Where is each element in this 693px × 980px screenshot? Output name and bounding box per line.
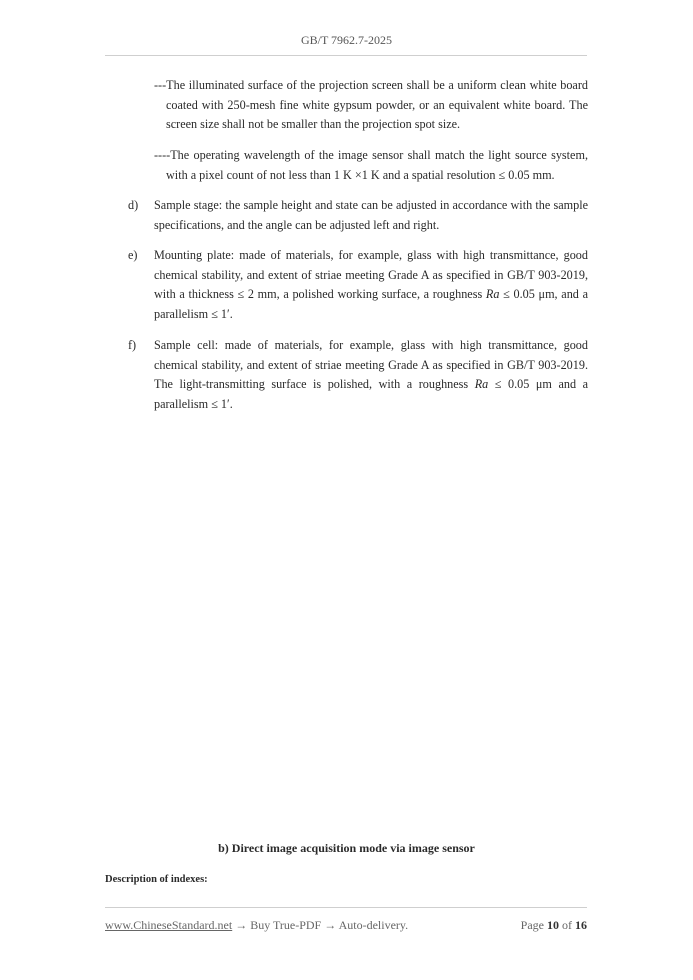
page-word: Page (520, 918, 544, 932)
buy-true-pdf-text: Buy True-PDF (250, 918, 322, 932)
item-sample-stage: Sample stage: the sample height and state can be adjusted in accordance with the sample specifications, and the angle can be adjusted left and right. (154, 198, 588, 232)
website-link[interactable]: www.ChineseStandard.net (105, 918, 233, 932)
arrow-icon: → (324, 918, 337, 932)
figure-caption: b) Direct image acquisition mode via image sensor (218, 841, 475, 855)
item-label-d: d) (128, 198, 139, 212)
roughness-symbol: Ra (474, 377, 489, 391)
page-number (521, 918, 587, 933)
auto-delivery-text: Auto-delivery. (338, 918, 409, 932)
item-label-e: e) (128, 248, 138, 262)
arrow-icon: → (235, 918, 248, 932)
page-footer (105, 918, 587, 933)
page-total: 16 (575, 918, 587, 932)
roughness-symbol: Ra (485, 287, 500, 301)
item-sample-cell-text-b: ≤ 0.05 μm and a parallelism ≤ 1′. (154, 377, 588, 411)
dash-item-projection-screen: ---The illuminated surface of the projection screen shall be a uniform clean white board coated with 250-mesh fine white gypsum powder, or an equivalent white board. The screen size shall not be smaller than the projection spot size. (154, 78, 588, 131)
item-label-f: f) (128, 338, 137, 352)
description-heading: Description of indexes: (105, 874, 208, 885)
header-rule (105, 55, 587, 56)
item-mounting-plate (154, 246, 588, 324)
item-sample-cell (154, 336, 588, 414)
item-mounting-plate-text-a: Mounting plate: made of materials, for example, glass with high transmittance, good chemical stability, and extent of striae meeting Grade A as specified in GB/T 903-2019, with a thickness ≤ 2 mm, a polished working surface, a roughness (154, 248, 588, 301)
dash-item-image-sensor: ----The operating wavelength of the image sensor shall match the light source system, with a pixel count of not less than 1 K ×1 K and a spatial resolution ≤ 0.05 mm. (154, 148, 588, 182)
item-sample-cell-text-a: Sample cell: made of materials, for example, glass with high transmittance, good chemical stability, and extent of striae meeting Grade A as specified in GB/T 903-2019. The light-transmitting surface is polished, with a roughness (154, 338, 588, 391)
footer-rule (105, 907, 587, 908)
page-current: 10 (547, 918, 559, 932)
item-mounting-plate-text-b: ≤ 0.05 μm, and a parallelism ≤ 1′. (154, 287, 588, 321)
of-word: of (562, 918, 572, 932)
running-header: GB/T 7962.7-2025 (300, 33, 393, 47)
